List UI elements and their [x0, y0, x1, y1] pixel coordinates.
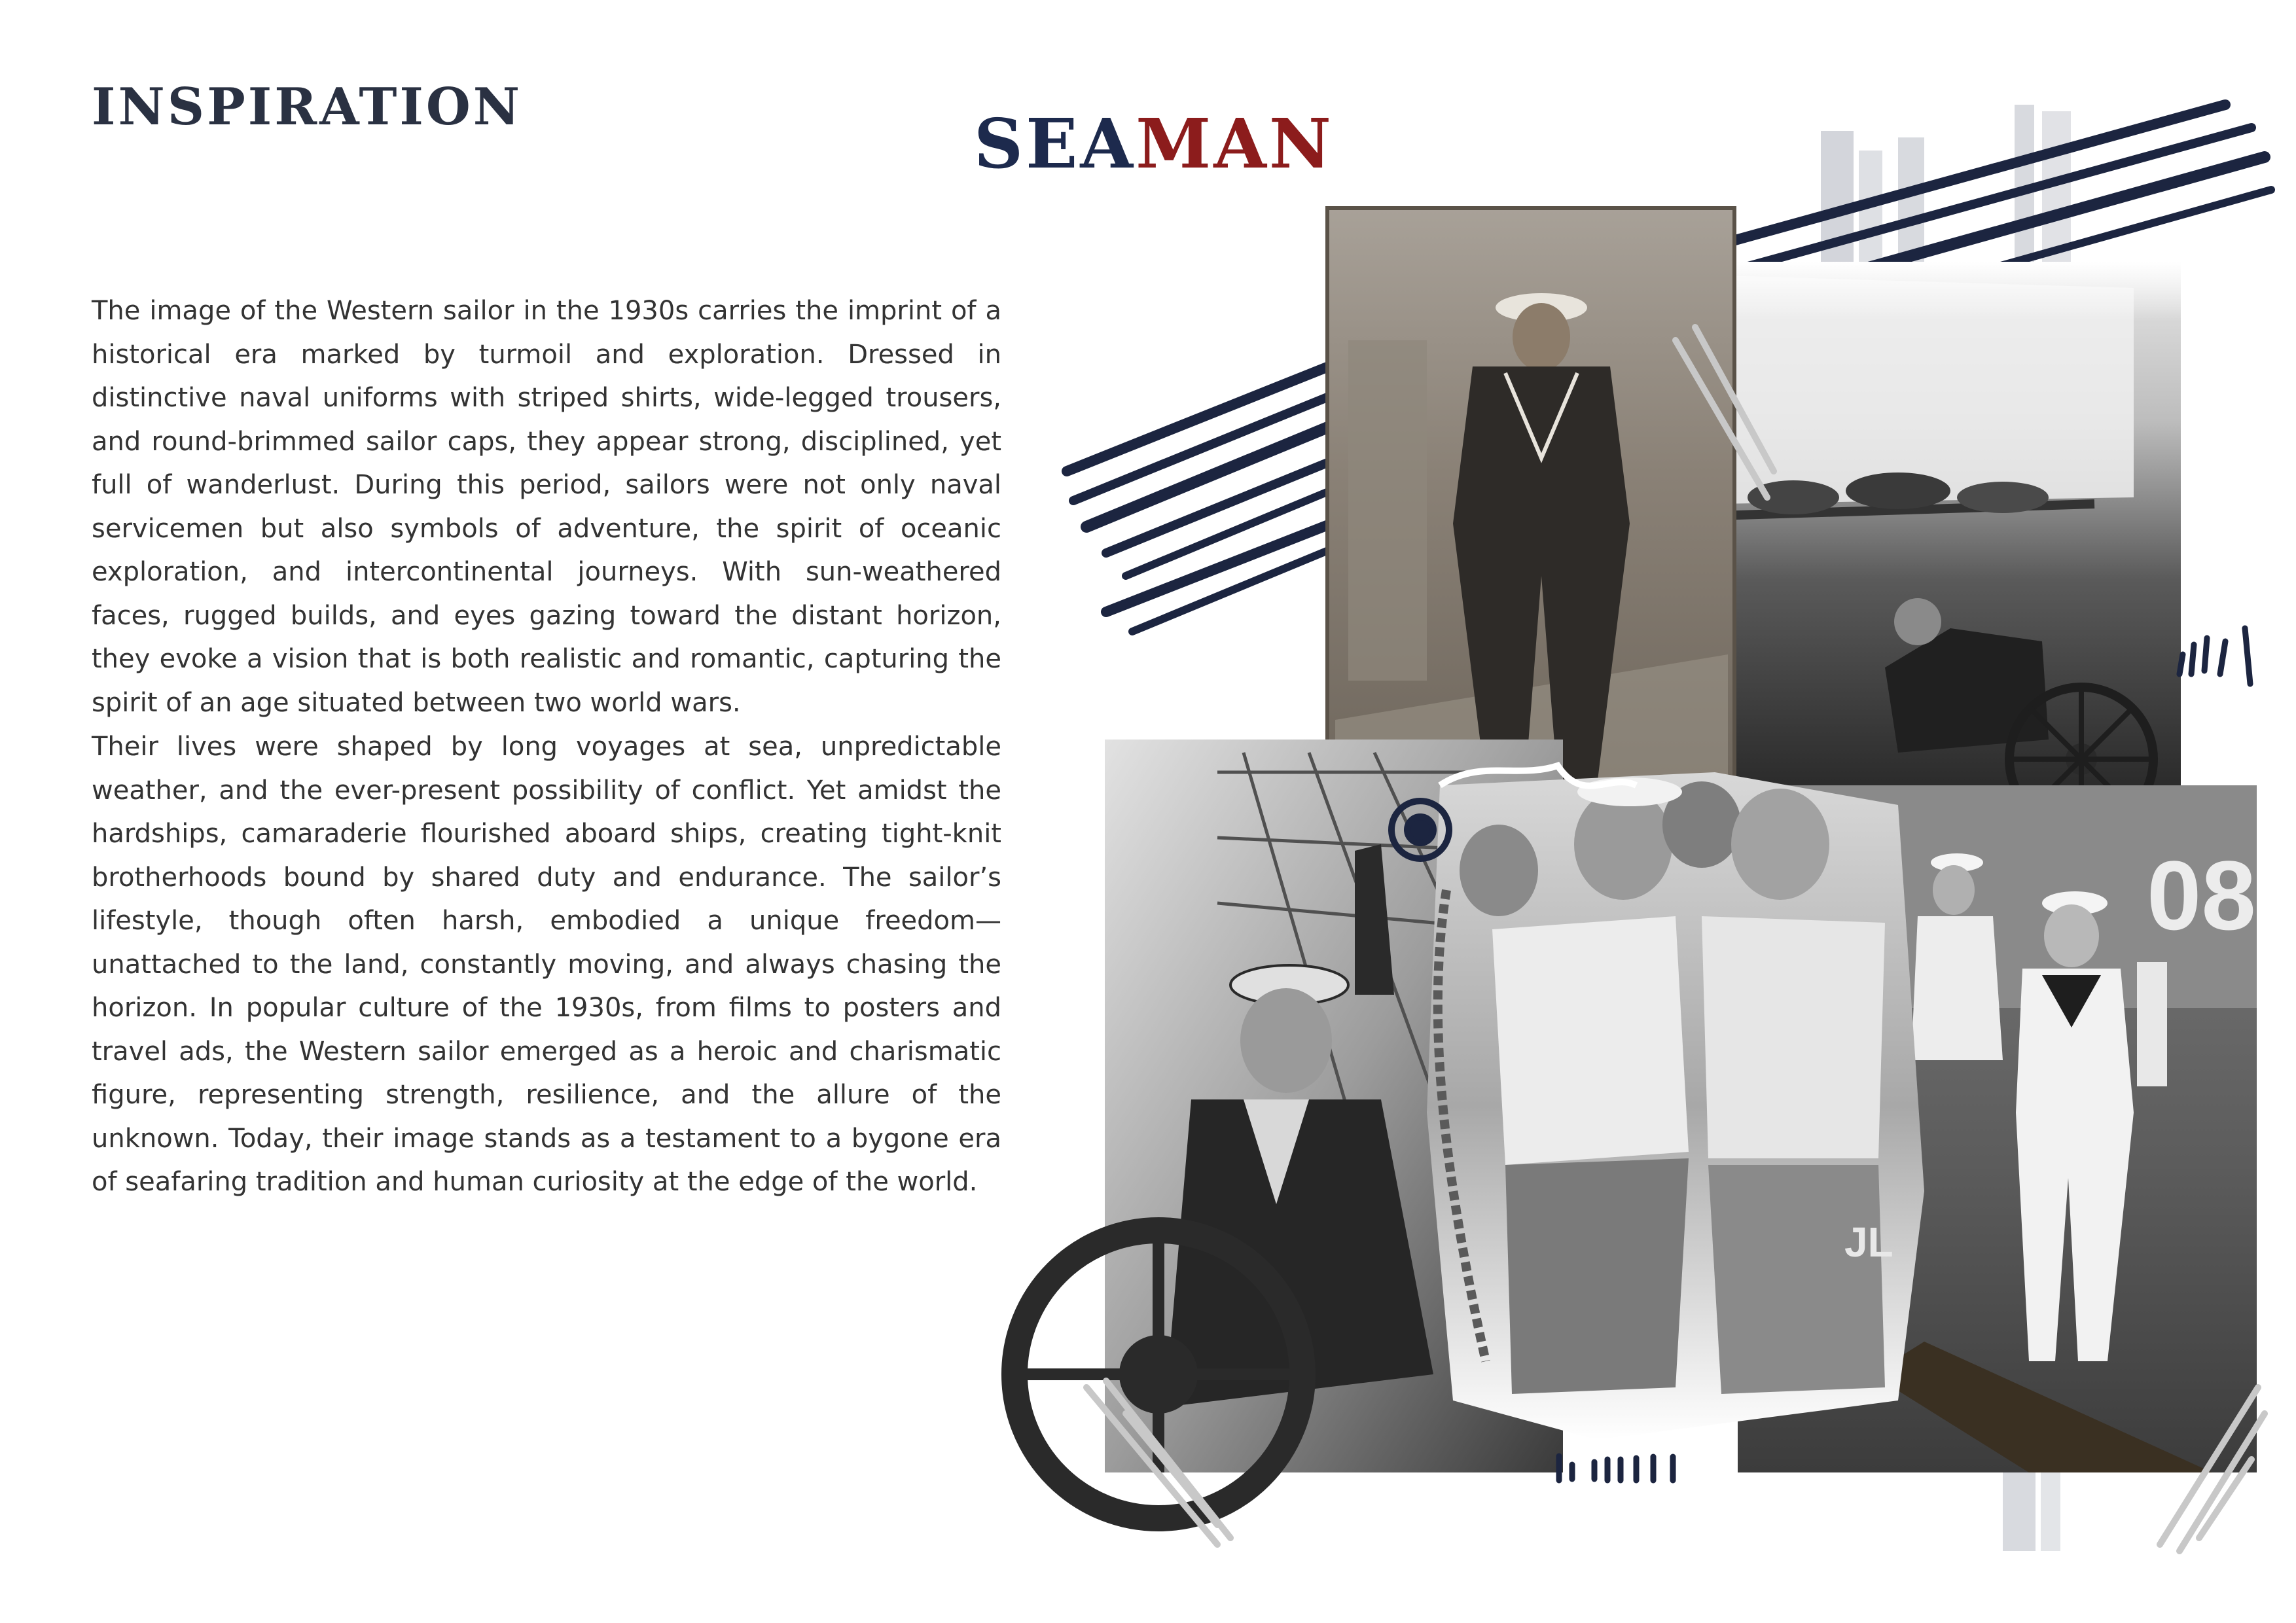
sailors-group-photo	[1427, 766, 1924, 1440]
sailor-portrait-photo	[1327, 208, 1734, 797]
paragraph-2: Their lives were shaped by long voyages at sea, unpredictable weather, and the ever-present possibility of conflict. Yet amidst the hardships, camaraderie flourished aboard ships, creating tight-knit brotherhoods bound by shared duty and endurance. The sailor’s lifestyle, though often harsh, embodied a unique freedom—unattached to the land, constantly moving, and always chasing the horizon. In popular culture of the 1930s, from films to posters and travel ads, the Western sailor emerged as a heroic and charismatic figure, representing strength, resilience, and the allure of the unknown. Today, their image stands as a testament to a bygone era of seafaring tradition and human curiosity at the edge of the world.	[92, 732, 1001, 1197]
hull-number: 08	[2147, 840, 2256, 950]
sailing-crew-photo	[1668, 262, 2181, 831]
logo-part-man: MAN	[1136, 103, 1334, 184]
trouser-initials: JL	[1844, 1219, 1893, 1266]
paragraph-1: The image of the Western sailor in the 1930s carries the imprint of a historical era marked by turmoil and exploration. Dressed in distinctive naval uniforms with striped shirts, wide-legged trousers, and round-brimmed sailor caps, they appear strong, disciplined, yet full of wanderlust. During this period, sailors were not only naval servicemen but also symbols of adventure, the spirit of oceanic exploration, and intercontinental journeys. With sun-weathered faces, rugged builds, and eyes gazing toward the distant horizon, they evoke a vision that is both realistic and romantic, capturing the spirit of an age situated between two world wars.	[92, 296, 1001, 718]
page-heading: INSPIRATION	[92, 77, 523, 137]
logo-part-sea: SEA	[974, 103, 1136, 184]
